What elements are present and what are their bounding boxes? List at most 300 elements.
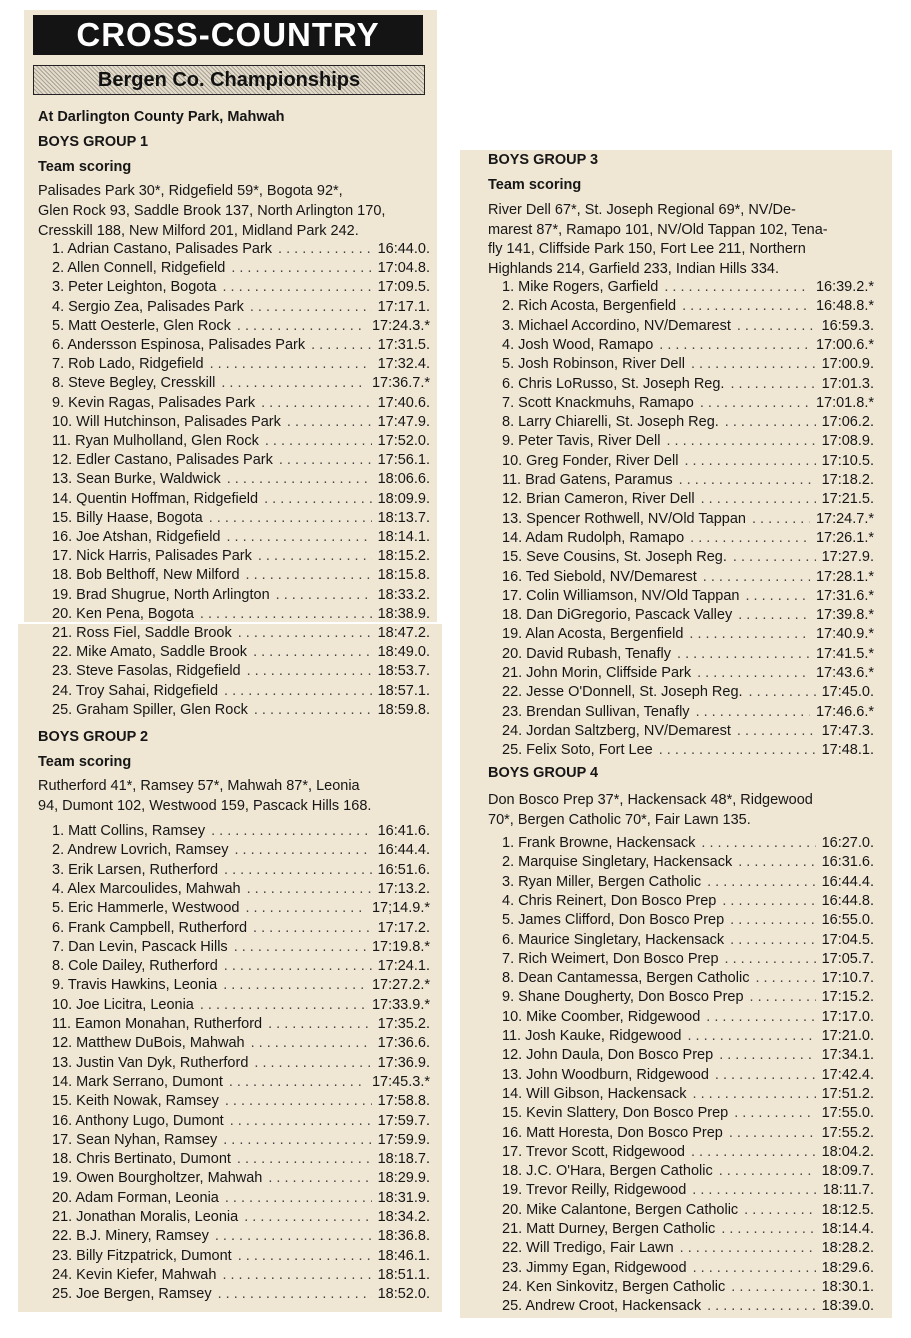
runner-name: 13. Justin Van Dyk, Rutherford: [52, 1054, 249, 1071]
dot-leader: [237, 317, 366, 335]
runner-name: 3. Michael Accordino, NV/Demarest: [502, 317, 731, 334]
result-row: [52, 662, 430, 680]
result-row: [52, 317, 430, 335]
finish-time: 18:12.5.: [821, 1201, 874, 1218]
result-row: [502, 1162, 874, 1180]
dot-leader: [222, 1266, 371, 1284]
dot-leader: [691, 1143, 816, 1161]
dot-leader: [244, 1208, 371, 1226]
result-row: [502, 853, 874, 871]
runner-name: 8. Dean Cantamessa, Bergen Catholic: [502, 970, 750, 987]
finish-time: 18:59.8.: [377, 701, 430, 718]
finish-time: 18:28.2.: [821, 1240, 874, 1257]
finish-time: 17:24.7.*: [815, 510, 874, 527]
finish-time: 17:55.0.: [821, 1105, 874, 1122]
dot-leader: [745, 587, 809, 605]
dot-leader: [693, 1085, 816, 1103]
result-row: [52, 1247, 430, 1265]
result-row: [52, 880, 430, 898]
runner-name: 5. Eric Hammerle, Westwood: [52, 900, 240, 917]
runner-name: 25. Felix Soto, Fort Lee: [502, 742, 653, 759]
runner-name: 9. Peter Tavis, River Dell: [502, 433, 661, 450]
result-row: [52, 976, 430, 994]
dot-leader: [677, 645, 810, 663]
result-row: [502, 969, 874, 987]
runner-name: 18. J.C. O'Hara, Bergen Catholic: [502, 1163, 713, 1180]
finish-time: 17:24.1.: [377, 958, 430, 975]
finish-time: 18:11.7.: [822, 1182, 874, 1199]
finish-time: 17:59.7.: [377, 1112, 430, 1129]
dot-leader: [227, 470, 372, 488]
finish-time: 17:21.5.: [821, 491, 874, 508]
runner-name: 20. Adam Forman, Leonia: [52, 1189, 219, 1206]
dot-leader: [268, 1169, 371, 1187]
runner-name: 14. Mark Serrano, Dumont: [52, 1073, 223, 1090]
dot-leader: [210, 355, 372, 373]
result-row: [52, 240, 430, 258]
runner-name: 20. David Rubash, Tenafly: [502, 645, 672, 662]
result-row: [502, 1124, 874, 1142]
page-subtitle: Bergen Co. Championships: [33, 65, 425, 95]
finish-time: 18:29.6.: [821, 1259, 874, 1276]
result-row: [52, 919, 430, 937]
finish-time: 17:56.1.: [377, 452, 430, 469]
finish-time: 18:09.7.: [821, 1163, 874, 1180]
result-row: [52, 822, 430, 840]
dot-leader: [237, 1150, 372, 1168]
result-row: [502, 683, 874, 701]
result-row: [502, 413, 874, 431]
runner-name: 19. Alan Acosta, Bergenfield: [502, 626, 684, 643]
dot-leader: [221, 374, 366, 392]
result-row: [502, 1259, 874, 1277]
runner-name: 7. Dan Levin, Pascack Hills: [52, 938, 228, 955]
finish-time: 17:41.5.*: [815, 645, 874, 662]
result-row: [502, 606, 874, 624]
finish-time: 17:47.3.: [821, 722, 874, 739]
dot-leader: [738, 606, 810, 624]
result-row: [502, 278, 874, 296]
dot-leader: [253, 643, 372, 661]
dot-leader: [744, 1201, 815, 1219]
finish-time: 16:44.4.: [377, 842, 430, 859]
result-row: [52, 841, 430, 859]
dot-leader: [222, 278, 371, 296]
finish-time: 17:31.6.*: [815, 587, 874, 604]
runner-name: 25. Joe Bergen, Ramsey: [52, 1286, 212, 1303]
finish-time: 17:13.2.: [377, 880, 430, 897]
finish-time: 17:33.9.*: [371, 996, 430, 1013]
dot-leader: [703, 568, 810, 586]
dot-leader: [209, 509, 372, 527]
finish-time: 18:57.1.: [377, 682, 430, 699]
finish-time: 18:14.4.: [821, 1221, 874, 1237]
runner-name: 24. Troy Sahai, Ridgefield: [52, 682, 219, 699]
result-row: [502, 834, 874, 852]
runner-name: 21. Ross Fiel, Saddle Brook: [52, 625, 232, 641]
dot-leader: [265, 432, 372, 450]
result-row: [52, 1073, 430, 1091]
dot-leader: [719, 1046, 815, 1064]
finish-time: 16:48.8.*: [815, 298, 874, 315]
finish-time: 17:05.7.: [821, 950, 874, 967]
runner-name: 13. John Woodburn, Ridgewood: [502, 1066, 709, 1083]
finish-time: 17:40.9.*: [815, 626, 874, 643]
runner-name: 21. Matt Durney, Bergen Catholic: [502, 1221, 716, 1237]
runner-name: 2. Marquise Singletary, Hackensack: [502, 854, 733, 871]
finish-time: 17:21.0.: [821, 1028, 874, 1044]
finish-time: 17:17.2.: [377, 919, 430, 936]
runner-name: 12. Edler Castano, Palisades Park: [52, 452, 273, 469]
result-row: [502, 1027, 874, 1045]
result-row: [502, 1239, 874, 1257]
finish-time: 18:15.8.: [377, 567, 430, 584]
result-row: [52, 566, 430, 584]
dot-leader: [200, 996, 366, 1014]
result-row: [52, 1227, 430, 1245]
result-row: [52, 1034, 430, 1052]
runner-name: 19. Brad Shugrue, North Arlington: [52, 586, 270, 603]
runner-name: 17. Nick Harris, Palisades Park: [52, 548, 252, 565]
dot-leader: [247, 880, 372, 898]
dot-leader: [682, 297, 810, 315]
finish-time: 16:51.6.: [377, 861, 430, 878]
finish-time: 17:17.1.: [377, 298, 430, 315]
dot-leader: [730, 911, 815, 929]
result-row: [52, 1112, 430, 1130]
runner-name: 10. Mike Coomber, Ridgewood: [502, 1008, 701, 1025]
dot-leader: [749, 683, 816, 701]
finish-time: 17:42.4.: [821, 1066, 874, 1083]
dot-leader: [230, 1112, 372, 1130]
runner-name: 23. Jimmy Egan, Ridgewood: [502, 1259, 687, 1276]
runner-name: 2. Allen Connell, Ridgefield: [52, 260, 226, 277]
result-row: [52, 259, 430, 277]
dot-leader: [719, 1162, 816, 1180]
finish-time: 17:36.6.: [377, 1035, 430, 1052]
result-row: [52, 278, 430, 296]
finish-time: 17:28.1.*: [815, 568, 874, 585]
group-heading: BOYS GROUP 2: [38, 729, 149, 745]
dot-leader: [721, 1220, 815, 1238]
result-row: [52, 1285, 430, 1303]
finish-time: 18:13.7.: [377, 509, 430, 526]
result-row: [52, 624, 430, 642]
finish-time: 17:00.9.: [821, 356, 874, 373]
dot-leader: [258, 547, 372, 565]
finish-time: 17:04.5.: [821, 931, 874, 948]
finish-time: 18:38.9.: [377, 605, 430, 622]
dot-leader: [261, 394, 371, 412]
page-title: CROSS-COUNTRY: [33, 15, 423, 55]
finish-time: 17:40.6.: [377, 394, 430, 411]
runner-name: 16. Joe Atshan, Ridgefield: [52, 529, 221, 545]
finish-time: 17:10.5.: [821, 452, 874, 469]
finish-time: 17:45.3.*: [371, 1073, 430, 1090]
dot-leader: [715, 1066, 816, 1084]
dot-leader: [733, 548, 816, 566]
dot-leader: [246, 566, 372, 584]
finish-time: 17:36.7.*: [371, 375, 430, 392]
finish-time: 16:44.4.: [821, 873, 874, 890]
result-row: [502, 317, 874, 335]
runner-name: 21. Jonathan Moralis, Leonia: [52, 1209, 239, 1225]
dot-leader: [725, 950, 816, 968]
dot-leader: [750, 988, 816, 1006]
group-heading: BOYS GROUP 3: [488, 152, 599, 168]
dot-leader: [287, 413, 372, 431]
runner-name: 6. Chris LoRusso, St. Joseph Reg.: [502, 375, 725, 392]
dot-leader: [696, 703, 810, 721]
result-row: [52, 996, 430, 1014]
finish-time: 17:31.5.: [377, 337, 430, 353]
dot-leader: [707, 1297, 816, 1315]
finish-time: 18:30.1.: [821, 1278, 874, 1295]
finish-time: 17:47.9.: [377, 413, 430, 430]
runner-name: 2. Andrew Lovrich, Ramsey: [52, 842, 229, 859]
dot-leader: [690, 529, 810, 547]
dot-leader: [680, 1239, 816, 1257]
dot-leader: [223, 976, 366, 994]
result-row: [52, 938, 430, 956]
finish-time: 17:45.0.: [821, 684, 874, 701]
dot-leader: [679, 471, 816, 489]
runner-name: 8. Steve Begley, Cresskill: [52, 375, 216, 392]
finish-time: 17:06.2.: [821, 414, 874, 431]
dot-leader: [734, 1104, 815, 1122]
runner-name: 10. Joe Licitra, Leonia: [52, 996, 194, 1013]
team-scoring-line: River Dell 67*, St. Joseph Regional 69*, NV/De-: [488, 202, 796, 218]
result-row: [52, 470, 430, 488]
result-row: [502, 911, 874, 929]
runner-name: 1. Mike Rogers, Garfield: [502, 279, 659, 295]
result-row: [52, 547, 430, 565]
runner-name: 7. Rich Weimert, Don Bosco Prep: [502, 950, 719, 967]
dot-leader: [688, 1027, 816, 1045]
dot-leader: [755, 969, 815, 987]
dot-leader: [224, 957, 372, 975]
runner-name: 8. Cole Dailey, Rutherford: [52, 958, 218, 975]
runner-name: 16. Ted Siebold, NV/Demarest: [502, 568, 697, 585]
runner-name: 9. Kevin Ragas, Palisades Park: [52, 394, 256, 411]
dot-leader: [700, 394, 810, 412]
finish-time: 16:44.8.: [821, 892, 874, 909]
result-row: [52, 374, 430, 392]
dot-leader: [224, 682, 372, 700]
result-row: [52, 298, 430, 316]
runner-name: 6. Andersson Espinosa, Palisades Park: [52, 337, 306, 353]
runner-name: 7. Rob Lado, Ridgefield: [52, 356, 204, 373]
runner-name: 11. Eamon Monahan, Rutherford: [52, 1016, 263, 1032]
result-row: [52, 1015, 430, 1033]
result-row: [502, 432, 874, 450]
runner-name: 23. Brendan Sullivan, Tenafly: [502, 703, 690, 720]
finish-time: 17:27.9.: [821, 549, 874, 566]
finish-time: 17:18.2.: [821, 472, 874, 488]
dot-leader: [218, 1285, 372, 1303]
dot-leader: [729, 1124, 816, 1142]
runner-name: 22. B.J. Minery, Ramsey: [52, 1228, 209, 1245]
runner-name: 14. Quentin Hoffman, Ridgefield: [52, 490, 259, 507]
runner-name: 1. Matt Collins, Ramsey: [52, 823, 206, 839]
finish-time: 18:52.0.: [377, 1286, 430, 1303]
runner-name: 11. Brad Gatens, Paramus: [502, 472, 673, 488]
runner-name: 23. Billy Fitzpatrick, Dumont: [52, 1247, 232, 1264]
finish-time: 18:06.6.: [377, 471, 430, 488]
result-row: [502, 1278, 874, 1296]
result-row: [502, 741, 874, 759]
runner-name: 25. Graham Spiller, Glen Rock: [52, 701, 248, 718]
result-row: [502, 1143, 874, 1161]
team-scoring-line: marest 87*, Ramapo 101, NV/Old Tappan 102, Tena-: [488, 221, 828, 238]
result-row: [502, 375, 874, 393]
runner-name: 18. Dan DiGregorio, Pascack Valley: [502, 607, 733, 624]
result-row: [502, 873, 874, 891]
result-row: [502, 722, 874, 740]
runner-name: 5. James Clifford, Don Bosco Prep: [502, 912, 725, 929]
result-row: [52, 1169, 430, 1187]
finish-time: 17:36.9.: [377, 1054, 430, 1071]
dot-leader: [731, 1278, 815, 1296]
runner-name: 9. Shane Dougherty, Don Bosco Prep: [502, 989, 744, 1006]
location-line: At Darlington County Park, Mahwah: [38, 109, 285, 125]
result-row: [52, 394, 430, 412]
dot-leader: [691, 355, 816, 373]
runner-name: 16. Matt Horesta, Don Bosco Prep: [502, 1124, 723, 1141]
finish-time: 18:04.2.: [821, 1143, 874, 1160]
result-row: [52, 1266, 430, 1284]
finish-time: 18:51.1.: [377, 1266, 430, 1283]
result-row: [52, 957, 430, 975]
result-row: [52, 1131, 430, 1149]
result-row: [52, 682, 430, 700]
dot-leader: [234, 938, 366, 956]
result-row: [502, 664, 874, 682]
dot-leader: [693, 1259, 816, 1277]
dot-leader: [200, 605, 372, 623]
dot-leader: [701, 490, 816, 508]
result-row: [52, 701, 430, 719]
finish-time: 18:09.9.: [377, 490, 430, 507]
finish-time: 16:55.0.: [821, 912, 874, 929]
team-scoring-line: Rutherford 41*, Ramsey 57*, Mahwah 87*, Leonia: [38, 778, 360, 794]
finish-time: 18:33.2.: [377, 586, 430, 603]
dot-leader: [659, 741, 816, 759]
team-scoring-line: Highlands 214, Garfield 233, Indian Hills 334.: [488, 260, 779, 277]
dot-leader: [231, 259, 371, 277]
finish-time: 17:51.2.: [821, 1085, 874, 1102]
dot-leader: [697, 664, 810, 682]
runner-name: 1. Frank Browne, Hackensack: [502, 835, 696, 851]
team-scoring-line: Cresskill 188, New Milford 201, Midland Park 242.: [38, 223, 359, 239]
result-row: [502, 1297, 874, 1315]
finish-time: 18:39.0.: [821, 1298, 874, 1315]
runner-name: 3. Erik Larsen, Rutherford: [52, 861, 219, 878]
dot-leader: [685, 452, 816, 470]
dot-leader: [725, 413, 816, 431]
runner-name: 12. Matthew DuBois, Mahwah: [52, 1035, 245, 1052]
dot-leader: [722, 892, 815, 910]
finish-time: 17:48.1.: [821, 742, 874, 759]
dot-leader: [276, 586, 372, 604]
finish-time: 18:14.1.: [377, 529, 430, 545]
result-row: [502, 1085, 874, 1103]
result-row: [502, 1008, 874, 1026]
runner-name: 19. Owen Bourgholtzer, Mahwah: [52, 1170, 263, 1187]
result-row: [502, 1104, 874, 1122]
finish-time: 17:10.7.: [821, 970, 874, 987]
runner-name: 10. Will Hutchinson, Palisades Park: [52, 413, 281, 430]
result-row: [502, 1201, 874, 1219]
finish-time: 17:32.4.: [377, 356, 430, 373]
dot-leader: [752, 510, 810, 528]
dot-leader: [311, 336, 371, 354]
team-scoring-line: Glen Rock 93, Saddle Brook 137, North Arlington 170,: [38, 203, 386, 219]
runner-name: 17. Trevor Scott, Ridgewood: [502, 1143, 685, 1160]
finish-time: 17:39.8.*: [815, 607, 874, 624]
finish-time: 17:26.1.*: [815, 529, 874, 546]
finish-time: 17:43.6.*: [815, 665, 874, 681]
dot-leader: [229, 1073, 366, 1091]
result-row: [52, 643, 430, 661]
runner-name: 4. Chris Reinert, Don Bosco Prep: [502, 892, 717, 909]
result-row: [52, 355, 430, 373]
runner-name: 15. Billy Haase, Bogota: [52, 509, 203, 526]
result-row: [502, 1046, 874, 1064]
runner-name: 4. Alex Marcoulides, Mahwah: [52, 880, 241, 897]
finish-time: 17:09.5.: [377, 279, 430, 296]
runner-name: 21. John Morin, Cliffside Park: [502, 665, 692, 681]
finish-time: 17:55.2.: [821, 1124, 874, 1141]
runner-name: 13. Spencer Rothwell, NV/Old Tappan: [502, 510, 746, 527]
runner-name: 6. Maurice Singletary, Hackensack: [502, 931, 725, 948]
runner-name: 22. Mike Amato, Saddle Brook: [52, 644, 248, 661]
runner-name: 18. Chris Bertinato, Dumont: [52, 1151, 231, 1168]
runner-name: 17. Sean Nyhan, Ramsey: [52, 1131, 218, 1148]
team-scoring-label: Team scoring: [38, 159, 132, 175]
runner-name: 3. Peter Leighton, Bogota: [52, 279, 217, 296]
finish-time: 17:52.0.: [377, 433, 430, 449]
dot-leader: [215, 1227, 372, 1245]
result-row: [52, 586, 430, 604]
result-row: [52, 605, 430, 623]
result-row: [502, 645, 874, 663]
runner-name: 2. Rich Acosta, Bergenfield: [502, 298, 677, 315]
result-row: [502, 452, 874, 470]
runner-name: 18. Bob Belthoff, New Milford: [52, 567, 240, 584]
runner-name: 9. Travis Hawkins, Leonia: [52, 977, 218, 994]
dot-leader: [730, 375, 815, 393]
finish-time: 17:59.9.: [377, 1131, 430, 1148]
runner-name: 22. Will Tredigo, Fair Lawn: [502, 1240, 674, 1257]
dot-leader: [211, 822, 371, 840]
runner-name: 11. Josh Kauke, Ridgewood: [502, 1028, 682, 1044]
team-scoring-label: Team scoring: [38, 754, 132, 770]
result-row: [502, 1181, 874, 1199]
team-scoring-label: Team scoring: [488, 177, 582, 193]
runner-name: 25. Andrew Croot, Hackensack: [502, 1298, 702, 1315]
runner-name: 15. Seve Cousins, St. Joseph Reg.: [502, 549, 727, 566]
result-row: [502, 529, 874, 547]
result-row: [502, 568, 874, 586]
dot-leader: [225, 1189, 372, 1207]
runner-name: 23. Steve Fasolas, Ridgefield: [52, 663, 241, 680]
result-row: [502, 587, 874, 605]
result-row: [502, 548, 874, 566]
runner-name: 8. Larry Chiarelli, St. Joseph Reg.: [502, 414, 719, 431]
runner-name: 1. Adrian Castano, Palisades Park: [52, 241, 273, 257]
runner-name: 13. Sean Burke, Waldwick: [52, 471, 221, 488]
